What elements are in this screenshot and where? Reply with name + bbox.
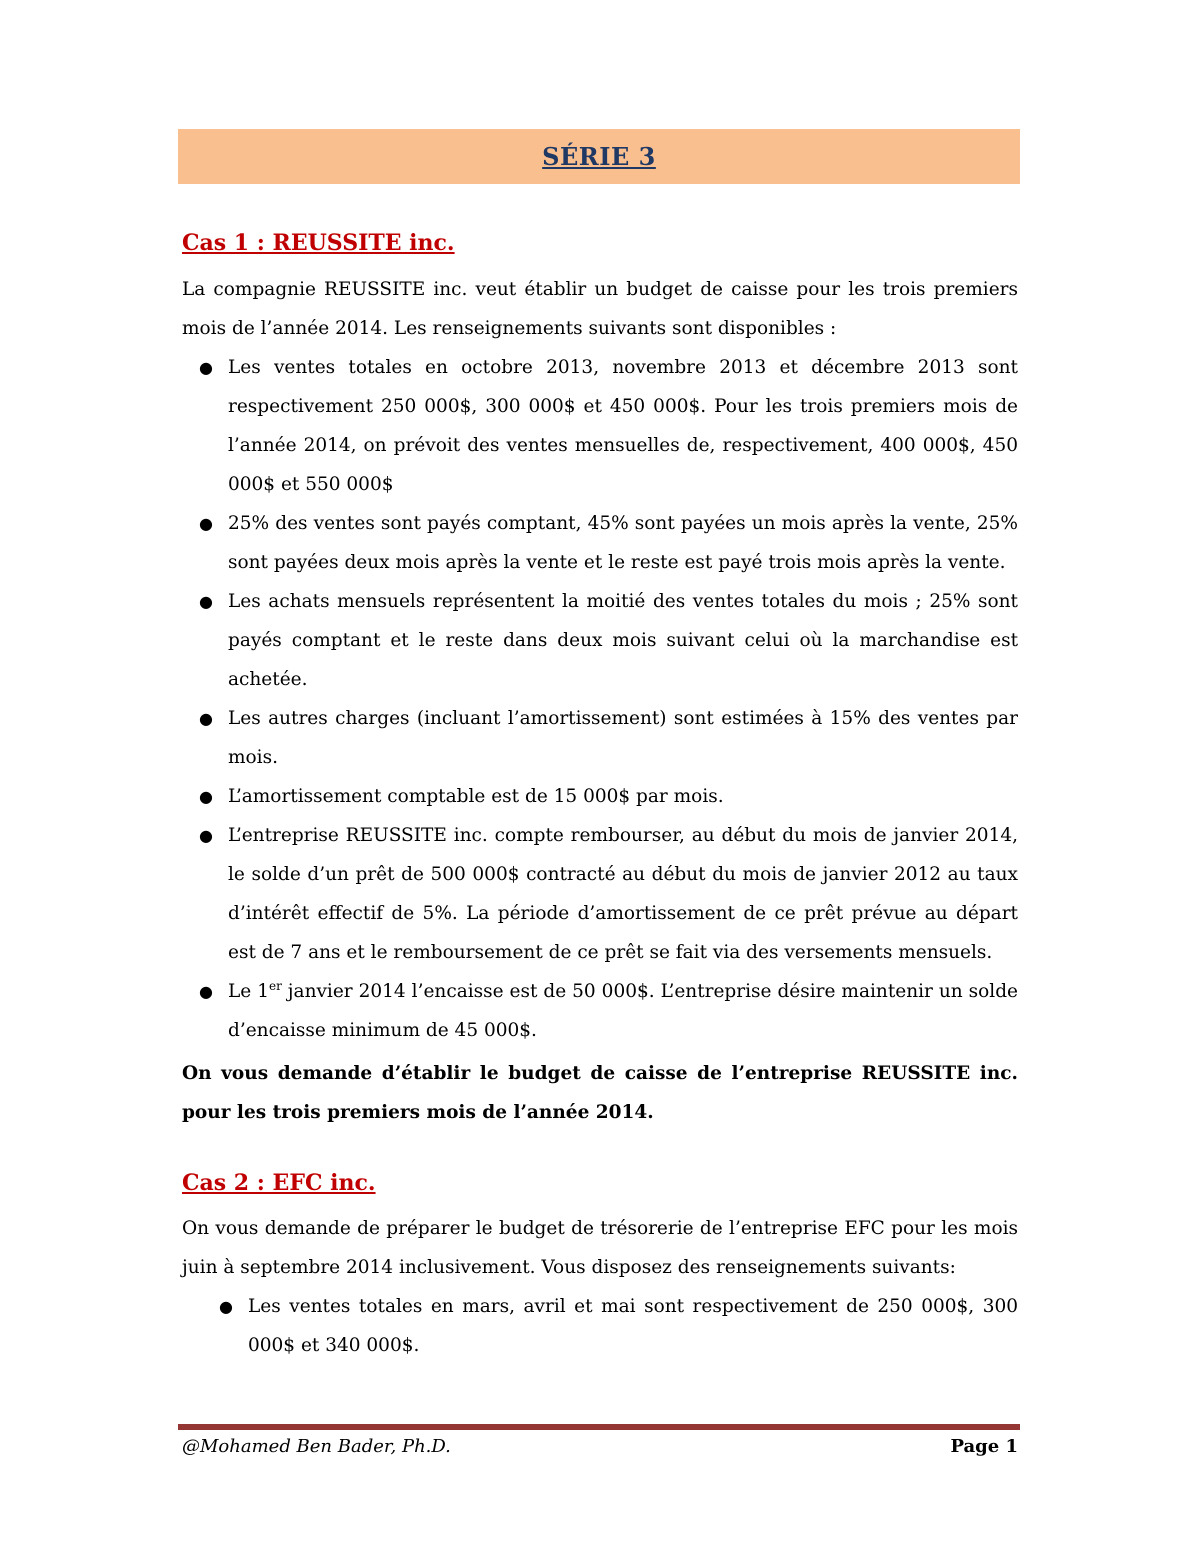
page-title: SÉRIE 3 — [542, 142, 656, 171]
case1-question: On vous demande d’établir le budget de caisse de l’entreprise REUSSITE inc. pour les trois premiers mois de l’année 2014. — [182, 1063, 1018, 1123]
bullet-icon: ● — [199, 358, 213, 377]
list-item: ● Les ventes totales en mars, avril et mai sont respectivement de 250 000$, 300 000$ et 340 000$. — [202, 1287, 1018, 1365]
bullet-icon: ● — [199, 514, 213, 533]
bullet-icon: ● — [199, 787, 213, 806]
title-band — [178, 129, 1020, 184]
list-item: ● L’amortissement comptable est de 15 000$ par mois. — [182, 777, 1018, 816]
footer-rule — [178, 1424, 1020, 1430]
case2-heading: Cas 2 : EFC inc. — [182, 1170, 376, 1196]
bullet-icon: ● — [199, 982, 213, 1001]
footer-author: @Mohamed Ben Bader, Ph.D. — [182, 1436, 451, 1457]
case1-bullet-list — [182, 348, 1018, 1050]
list-item: ● Les achats mensuels représentent la moitié des ventes totales du mois ; 25% sont payés comptant et le reste dans deux mois suivant celui où la marchandise est achetée. — [182, 582, 1018, 699]
list-item: ● 25% des ventes sont payés comptant, 45% sont payées un mois après la vente, 25% sont payées deux mois après la vente et le reste est payé trois mois après la vente. — [182, 504, 1018, 582]
bullet-icon: ● — [199, 709, 213, 728]
case2-bullet-list — [202, 1287, 1018, 1365]
bullet-icon: ● — [199, 592, 213, 611]
list-item: ● L’entreprise REUSSITE inc. compte rembourser, au début du mois de janvier 2014, le solde d’un prêt de 500 000$ contracté au début du mois de janvier 2012 au taux d’intérêt effectif de 5%. La période d’amortissement de ce prêt prévue au départ est de 7 ans et le remboursement de ce prêt se fait via des versements mensuels. — [182, 816, 1018, 972]
list-item: ● Le 1er janvier 2014 l’encaisse est de 50 000$. L’entreprise désire maintenir un solde d’encaisse minimum de 45 000$. — [182, 972, 1018, 1050]
list-item: ● Les autres charges (incluant l’amortissement) sont estimées à 15% des ventes par mois. — [182, 699, 1018, 777]
bullet-icon: ● — [199, 826, 213, 845]
case1-intro: La compagnie REUSSITE inc. veut établir un budget de caisse pour les trois premiers mois de l’année 2014. Les renseignements suivants sont disponibles : — [182, 279, 1018, 339]
page-number: Page 1 — [950, 1436, 1018, 1457]
list-item: ● Les ventes totales en octobre 2013, novembre 2013 et décembre 2013 sont respectivement 250 000$, 300 000$ et 450 000$. Pour les trois premiers mois de l’année 2014, on prévoit des ventes mensuelles de, respectivement, 400 000$, 450 000$ et 550 000$ — [182, 348, 1018, 504]
case2-intro: On vous demande de préparer le budget de trésorerie de l’entreprise EFC pour les mois juin à septembre 2014 inclusivement. Vous disposez des renseignements suivants: — [182, 1218, 1018, 1278]
case1-heading: Cas 1 : REUSSITE inc. — [182, 230, 455, 256]
bullet-icon: ● — [219, 1297, 233, 1316]
